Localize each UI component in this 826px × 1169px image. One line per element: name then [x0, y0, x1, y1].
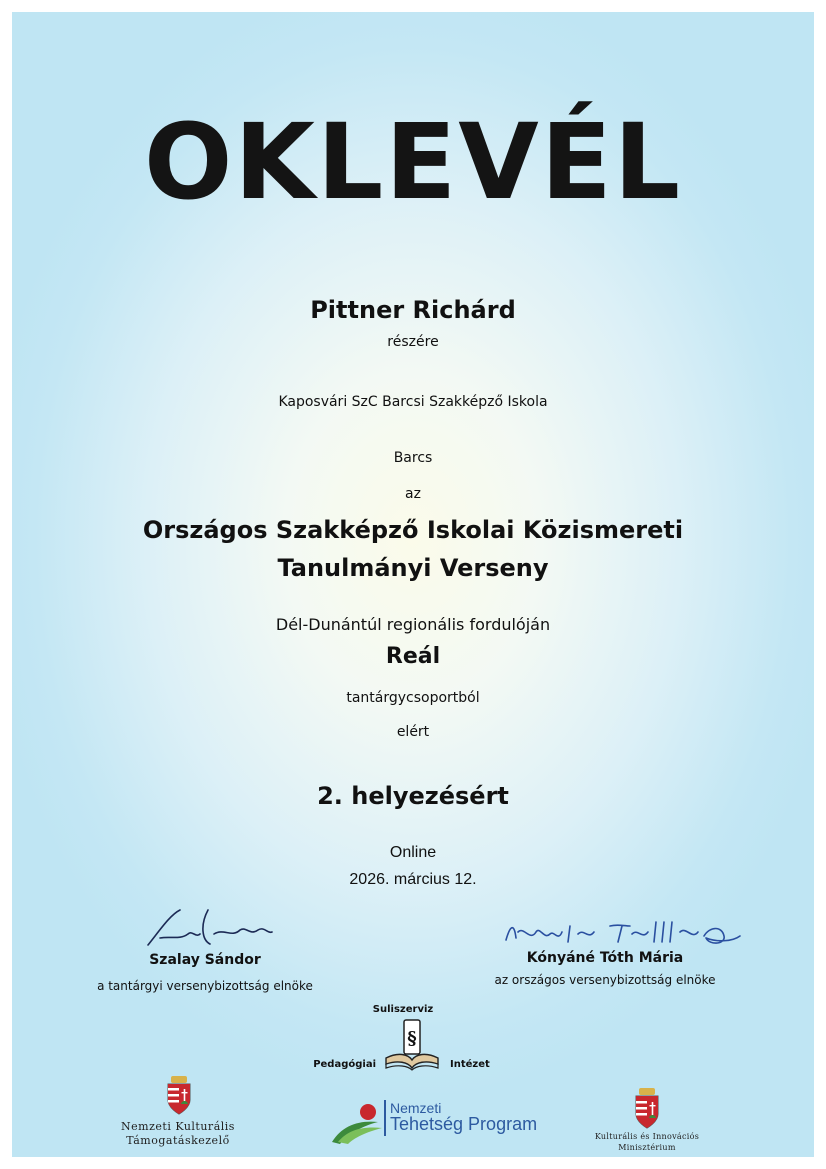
city-name: Barcs [393, 450, 433, 466]
recipient-name: Pittner Richárd [310, 296, 516, 324]
svg-text:§: § [407, 1028, 417, 1049]
kim-line-1: Kulturális és Innovációs [594, 1132, 700, 1141]
ntp-divider [384, 1100, 386, 1136]
suliszerviz-top-label: Suliszerviz [372, 1004, 434, 1015]
event-date: 2026. március 12. [349, 871, 477, 888]
coat-of-arms-icon [164, 1074, 194, 1116]
nka-line-1: Nemzeti Kulturális [121, 1120, 235, 1133]
signer-right-name: Kónyáné Tóth Mária [526, 950, 684, 966]
signer-left-role: a tantárgyi versenybizottság elnöke [97, 979, 313, 993]
competition-line-2: Tanulmányi Verseny [277, 554, 549, 582]
ntp-line-2: Tehetség Program [390, 1114, 538, 1134]
connector-text: az [405, 486, 421, 502]
ntp-logo-icon [330, 1100, 386, 1144]
nka-line-2: Támogatáskezelő [126, 1134, 230, 1147]
competition-line-1: Országos Szakképző Iskolai Közismereti [142, 516, 684, 544]
signature-left [140, 900, 280, 955]
suliszerviz-right-label: Intézet [450, 1059, 490, 1070]
certificate-title: OKLEVÉL [143, 101, 683, 223]
round-text: Dél-Dunántúl regionális fordulóján [275, 615, 551, 634]
placement-text: 2. helyezésért [317, 782, 509, 810]
suliszerviz-left-label: Pedagógiai [313, 1059, 376, 1070]
recipient-suffix: részére [387, 334, 439, 350]
signature-right [500, 912, 745, 952]
book-icon [382, 1018, 442, 1072]
kim-line-2: Minisztérium [618, 1143, 676, 1152]
achieved-text: elért [396, 724, 430, 740]
school-name: Kaposvári SzC Barcsi Szakképző Iskola [278, 394, 548, 410]
signer-right-role: az országos versenybizottság elnöke [494, 973, 716, 987]
subject-name: Reál [385, 644, 441, 669]
subject-suffix: tantárgycsoportból [346, 690, 480, 706]
signer-left-name: Szalay Sándor [149, 952, 261, 968]
ministry-coat-of-arms-icon [632, 1086, 662, 1130]
event-place: Online [389, 844, 437, 861]
ntp-line-1: Nemzeti [390, 1100, 442, 1116]
